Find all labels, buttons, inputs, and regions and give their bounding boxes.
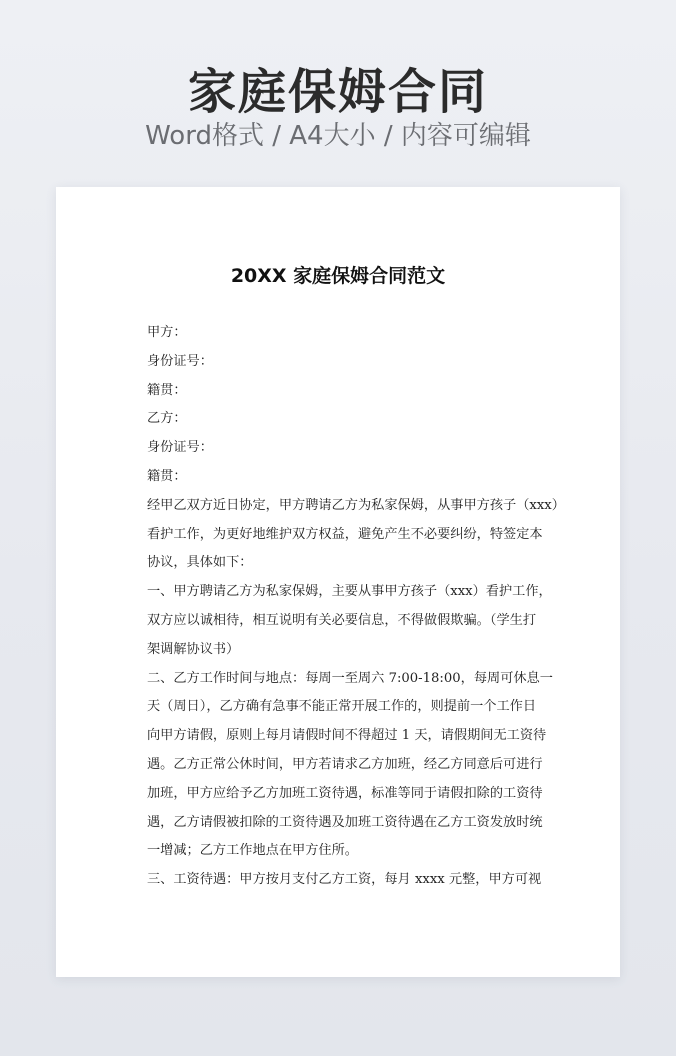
body-line: 向甲方请假，原则上每月请假时间不得超过 1 天，请假期间无工资待 (147, 728, 547, 744)
body-line: 一、甲方聘请乙方为私家保姆，主要从事甲方孩子（xxx）看护工作， (147, 584, 552, 600)
body-line: 籍贯： (147, 468, 187, 484)
body-line: 身份证号： (147, 353, 213, 369)
document-body (147, 319, 565, 895)
body-line: 甲方： (147, 325, 187, 340)
body-line: 看护工作，为更好地维护双方权益，避免产生不必要纠纷，特签定本 (147, 526, 543, 542)
body-line: 三、工资待遇：甲方按月支付乙方工资，每月 xxxx 元整，甲方可视 (147, 872, 542, 888)
body-line: 二、乙方工作时间与地点：每周一至周六 7:00-18:00，每周可休息一 (147, 670, 553, 686)
promo-title: 家庭保姆合同 (187, 64, 488, 120)
body-line: 天（周日），乙方确有急事不能正常开展工作的，则提前一个工作日 (147, 699, 537, 715)
body-line: 协议，具体如下： (147, 555, 253, 571)
document-title: 20XX 家庭保姆合同范文 (230, 265, 446, 287)
body-line: 遇。乙方正常公休时间，甲方若请求乙方加班，经乙方同意后可进行 (147, 756, 543, 772)
body-line: 架调解协议书） (147, 641, 240, 657)
body-line: 遇，乙方请假被扣除的工资待遇及加班工资待遇在乙方工资发放时统 (147, 814, 543, 830)
body-line: 经甲乙双方近日协定，甲方聘请乙方为私家保姆，从事甲方孩子（xxx） (147, 497, 565, 513)
body-line: 乙方： (147, 411, 187, 427)
body-line: 籍贯： (147, 382, 187, 398)
promo-subtitle: Word格式 / A4大小 / 内容可编辑 (145, 121, 531, 151)
body-line: 加班，甲方应给予乙方加班工资待遇，标准等同于请假扣除的工资待 (147, 785, 543, 801)
document-page (56, 187, 620, 977)
body-line: 双方应以诚相待，相互说明有关必要信息，不得做假欺骗。（学生打 (147, 612, 537, 628)
body-line: 一增减；乙方工作地点在甲方住所。 (147, 843, 358, 859)
body-line: 身份证号： (147, 440, 213, 456)
